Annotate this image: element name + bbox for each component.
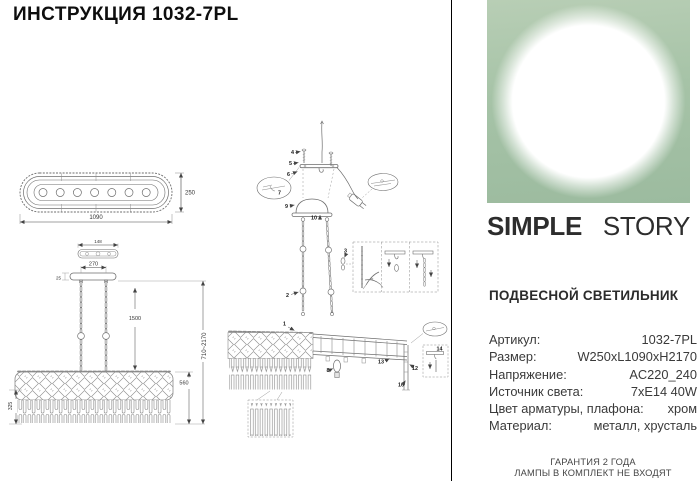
- dim-top-length: 1090: [89, 215, 103, 221]
- spec-row-light-source: [489, 383, 697, 400]
- part-label-9: 9: [285, 204, 288, 210]
- brand-logo-light-circle: [487, 0, 690, 203]
- spec-value: 7xE14 40W: [630, 383, 697, 399]
- part-label-4: 4: [291, 150, 294, 156]
- part-label-12: 12: [412, 366, 418, 372]
- spec-value: металл, хрусталь: [593, 418, 697, 434]
- dim-crystal-height: 325: [8, 401, 14, 411]
- spec-label: Источник света:: [489, 383, 584, 399]
- dim-hanger-spacing: 270: [88, 261, 99, 268]
- product-type: ПОДВЕСНОЙ СВЕТИЛЬНИК: [489, 288, 679, 303]
- drawing-top-view: [20, 173, 196, 224]
- warranty-note: [489, 457, 697, 479]
- info-panel: [452, 0, 700, 481]
- spec-row-voltage: [489, 366, 697, 383]
- dim-overall-height: 710~2170: [202, 332, 208, 360]
- part-label-1: 1: [283, 321, 286, 328]
- part-label-3: 3: [344, 248, 347, 255]
- part-label-10: 10: [311, 215, 317, 222]
- dim-canopy-height: 25: [55, 275, 61, 281]
- brand-word-2: STORY: [602, 211, 690, 241]
- part-label-16: 16: [398, 382, 404, 389]
- dim-canopy-length: 148: [94, 239, 102, 244]
- spec-label: Размер:: [489, 349, 537, 365]
- spec-label: Материал:: [489, 418, 552, 434]
- brand-name: [487, 211, 690, 242]
- warranty-line: ГАРАНТИЯ 2 ГОДА: [550, 457, 636, 467]
- spec-label: Артикул:: [489, 332, 541, 347]
- brand-word-1: SIMPLE: [487, 211, 582, 241]
- part-label-13: 13: [378, 359, 384, 366]
- spec-value: хром: [667, 401, 697, 417]
- dim-top-depth: 250: [185, 190, 196, 197]
- drawing-assembly: [257, 121, 438, 316]
- spec-value: 1032-7PL: [641, 332, 697, 347]
- part-label-5: 5: [289, 161, 292, 167]
- drawing-front-view: [8, 239, 208, 424]
- spec-row-size: [489, 348, 697, 365]
- spec-table: [489, 331, 697, 435]
- drawing-exploded-frame: [228, 322, 448, 438]
- part-label-6: 6: [287, 172, 290, 178]
- dim-body-height: 560: [179, 380, 189, 387]
- dim-chain-length: 1500: [128, 316, 142, 322]
- spec-value: AC220_240: [629, 366, 697, 382]
- spec-label: Цвет арматуры, плафона:: [489, 401, 644, 417]
- page-title: ИНСТРУКЦИЯ 1032-7PL: [13, 4, 239, 25]
- spec-row-color: [489, 400, 697, 417]
- spec-row-article: [489, 331, 697, 348]
- part-label-7: 7: [278, 190, 281, 197]
- spec-value: W250xL1090xH2170: [577, 349, 697, 365]
- part-label-14: 14: [436, 346, 443, 353]
- lamps-note-line: ЛАМПЫ В КОМПЛЕКТ НЕ ВХОДЯТ: [514, 467, 672, 478]
- part-label-2: 2: [286, 293, 289, 299]
- part-label-8: 8: [326, 368, 330, 374]
- spec-row-material: [489, 417, 697, 434]
- spec-label: Напряжение:: [489, 366, 567, 382]
